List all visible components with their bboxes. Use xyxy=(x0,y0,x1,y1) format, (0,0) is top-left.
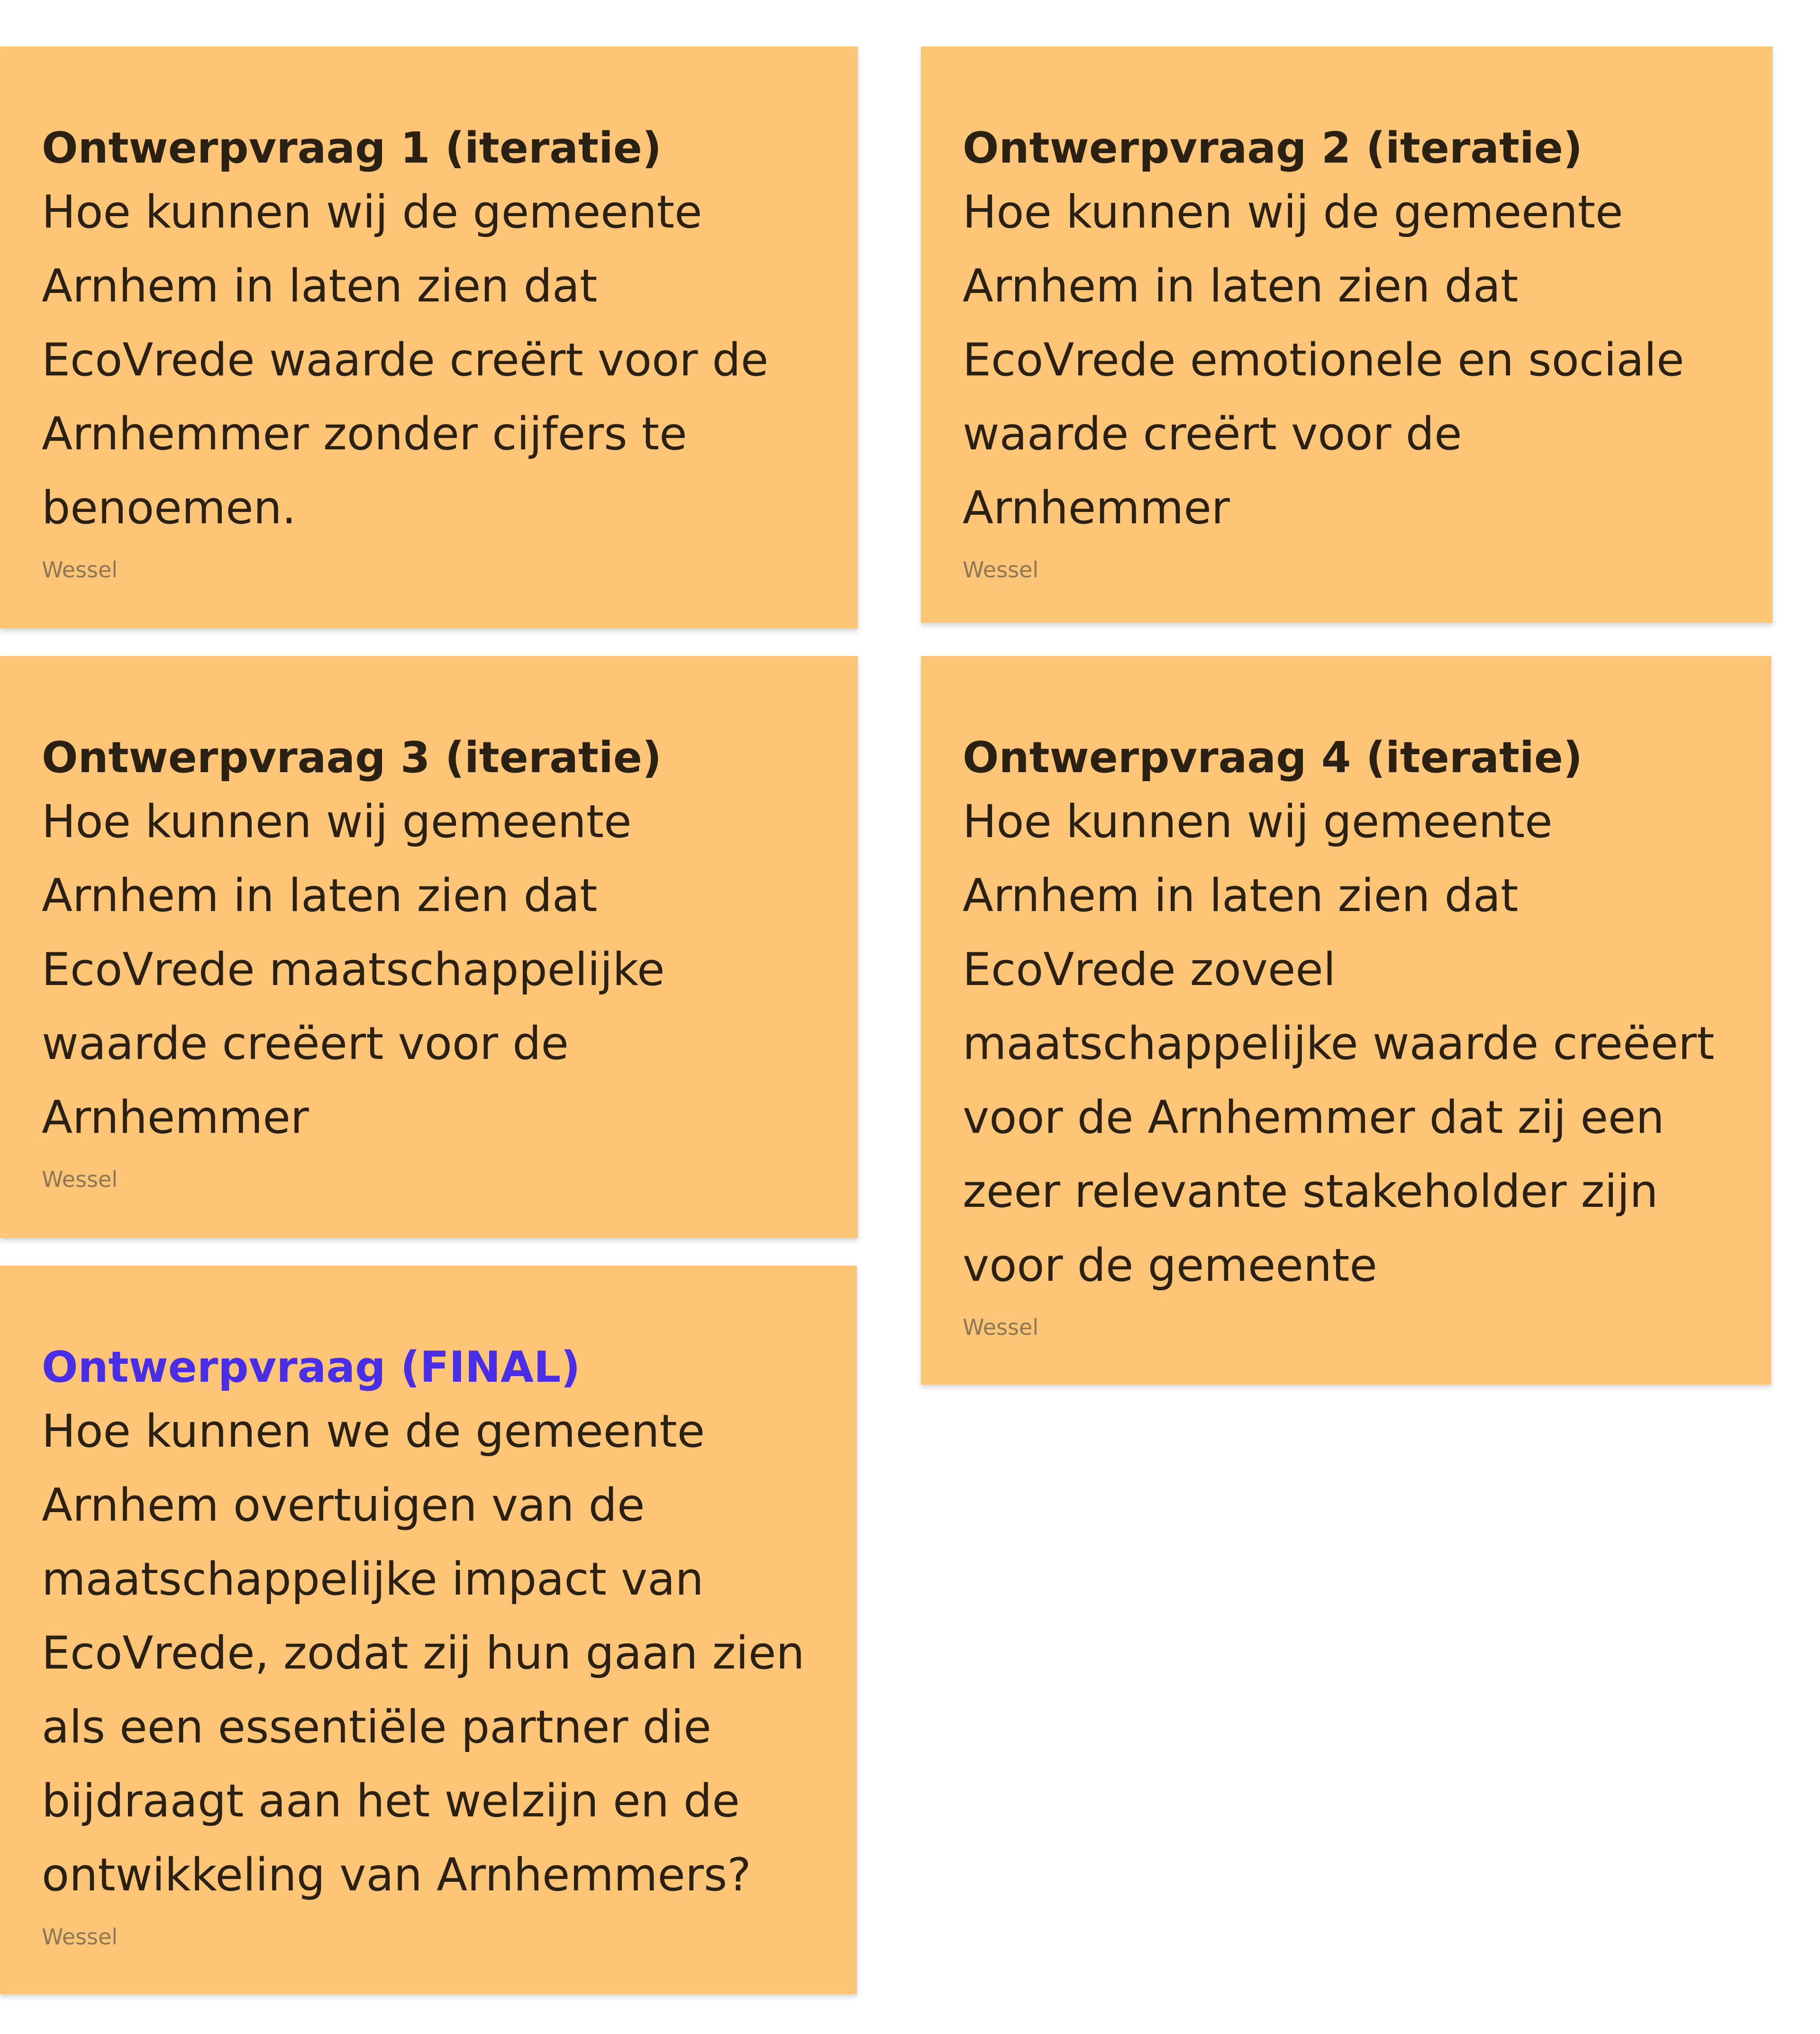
note-line: EcoVrede emotionele en sociale xyxy=(963,334,1684,386)
note-line: Arnhem in laten zien dat xyxy=(42,260,598,312)
note-line: waarde creëert voor de xyxy=(42,1018,569,1070)
note-line: EcoVrede, zodat zij hun gaan zien xyxy=(42,1627,805,1679)
note-author: Wessel xyxy=(42,557,118,583)
note-line: maatschappelijke waarde creëert xyxy=(963,1018,1715,1070)
sticky-note-ontwerpvraag-3[interactable] xyxy=(0,656,858,1238)
note-author: Wessel xyxy=(963,1314,1039,1340)
note-title: Ontwerpvraag 4 (iteratie) xyxy=(963,733,1583,783)
note-line: Hoe kunnen wij de gemeente xyxy=(963,186,1623,238)
note-body xyxy=(42,175,816,545)
note-line: Arnhemmer xyxy=(963,482,1230,534)
sticky-note-ontwerpvraag-4[interactable] xyxy=(921,656,1771,1385)
note-line: Arnhem in laten zien dat xyxy=(963,870,1519,922)
note-title: Ontwerpvraag 2 (iteratie) xyxy=(963,123,1583,173)
note-line: EcoVrede maatschappelijke xyxy=(42,944,665,996)
note-line: Hoe kunnen wij de gemeente xyxy=(42,186,702,238)
note-body xyxy=(963,175,1731,545)
note-line: ontwikkeling van Arnhemmers? xyxy=(42,1849,751,1901)
note-line: EcoVrede zoveel xyxy=(963,944,1336,996)
note-line: EcoVrede waarde creërt voor de xyxy=(42,334,769,386)
sticky-note-ontwerpvraag-final[interactable] xyxy=(0,1266,857,1994)
note-line: als een essentiële partner die xyxy=(42,1701,711,1753)
note-line: zeer relevante stakeholder zijn xyxy=(963,1166,1658,1218)
note-line: voor de gemeente xyxy=(963,1240,1377,1292)
note-author: Wessel xyxy=(42,1167,118,1192)
note-title-final: Ontwerpvraag (FINAL) xyxy=(42,1342,581,1392)
note-title: Ontwerpvraag 3 (iteratie) xyxy=(42,733,662,783)
note-body xyxy=(42,1395,815,1912)
note-line: Arnhemmer zonder cijfers te xyxy=(42,408,687,460)
note-line: voor de Arnhemmer dat zij een xyxy=(963,1092,1665,1144)
note-line: Arnhemmer xyxy=(42,1092,309,1144)
note-body xyxy=(963,785,1729,1303)
note-title: Ontwerpvraag 1 (iteratie) xyxy=(42,123,662,173)
note-author: Wessel xyxy=(963,557,1039,583)
note-author: Wessel xyxy=(42,1924,118,1950)
note-body xyxy=(42,785,816,1155)
sticky-note-ontwerpvraag-2[interactable] xyxy=(921,46,1773,623)
note-line: Arnhem in laten zien dat xyxy=(963,260,1519,312)
note-line: maatschappelijke impact van xyxy=(42,1553,704,1605)
sticky-note-ontwerpvraag-1[interactable] xyxy=(0,46,858,629)
note-line: bijdraagt aan het welzijn en de xyxy=(42,1775,740,1827)
note-line: waarde creërt voor de xyxy=(963,408,1462,460)
note-line: Arnhem overtuigen van de xyxy=(42,1479,645,1532)
note-line: Arnhem in laten zien dat xyxy=(42,870,598,922)
note-line: Hoe kunnen we de gemeente xyxy=(42,1405,705,1458)
note-line: Hoe kunnen wij gemeente xyxy=(963,796,1553,848)
note-line: Hoe kunnen wij gemeente xyxy=(42,796,632,848)
note-line: benoemen. xyxy=(42,482,296,534)
